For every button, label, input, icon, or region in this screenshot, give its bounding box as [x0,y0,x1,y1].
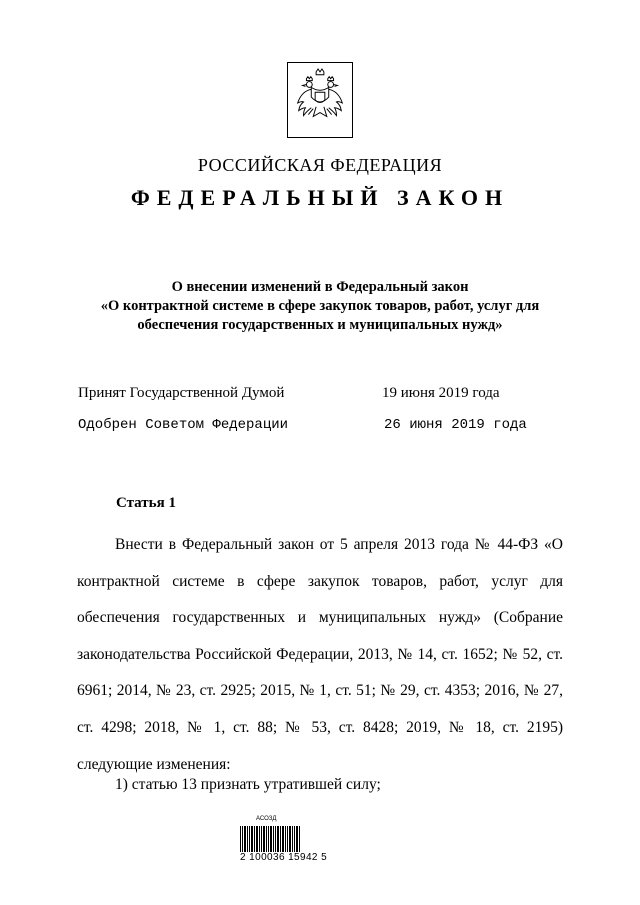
barcode-logo: АСОЗД [256,816,277,822]
coat-of-arms-emblem [287,62,353,138]
council-approval-label: Одобрен Советом Федерации [78,417,289,433]
subject-line-3: обеспечения государственных и муниципальных нужд» [137,317,503,333]
article-paragraph: Внести в Федеральный закон от 5 апреля 2013 года № 44-ФЗ «О контрактной системе в сфере закупок товаров, работ, услуг для обеспечения государственных и муниципальных нужд» (Собрание законодательства Российской Федерации, 2013, № 14, ст. 1652; № 52, ст. 6961; 2014, № 23, ст. 2925; 2015, № 1, ст. 51; № 29, ст. 4353; 2016, № 27, ст. 4298; 2018, № 1, ст. 88; № 53, ст. 8428; 2019, № 18, ст. 2195) следующие изменения: [77,536,563,773]
council-approval-date: 26 июня 2019 года [384,417,527,433]
duma-adoption-label: Принят Государственной Думой [78,385,285,401]
double-headed-eagle-icon [288,63,352,137]
duma-adoption-date: 19 июня 2019 года [382,385,500,401]
article-heading: Статья 1 [116,495,176,511]
article-item-1: 1) статью 13 признать утратившей силу; [115,776,381,793]
barcode-number: 2 100036 15942 5 [240,852,328,863]
subject-line-2: «О контрактной системе в сфере закупок товаров, работ, услуг для [100,298,540,314]
subject-line-1: О внесении изменений в Федеральный закон [171,279,469,295]
law-subject [80,278,560,335]
barcode-icon [240,826,300,852]
document-type-title: ФЕДЕРАЛЬНЫЙ ЗАКОН [130,185,510,210]
country-name: РОССИЙСКАЯ ФЕДЕРАЦИЯ [197,155,443,175]
